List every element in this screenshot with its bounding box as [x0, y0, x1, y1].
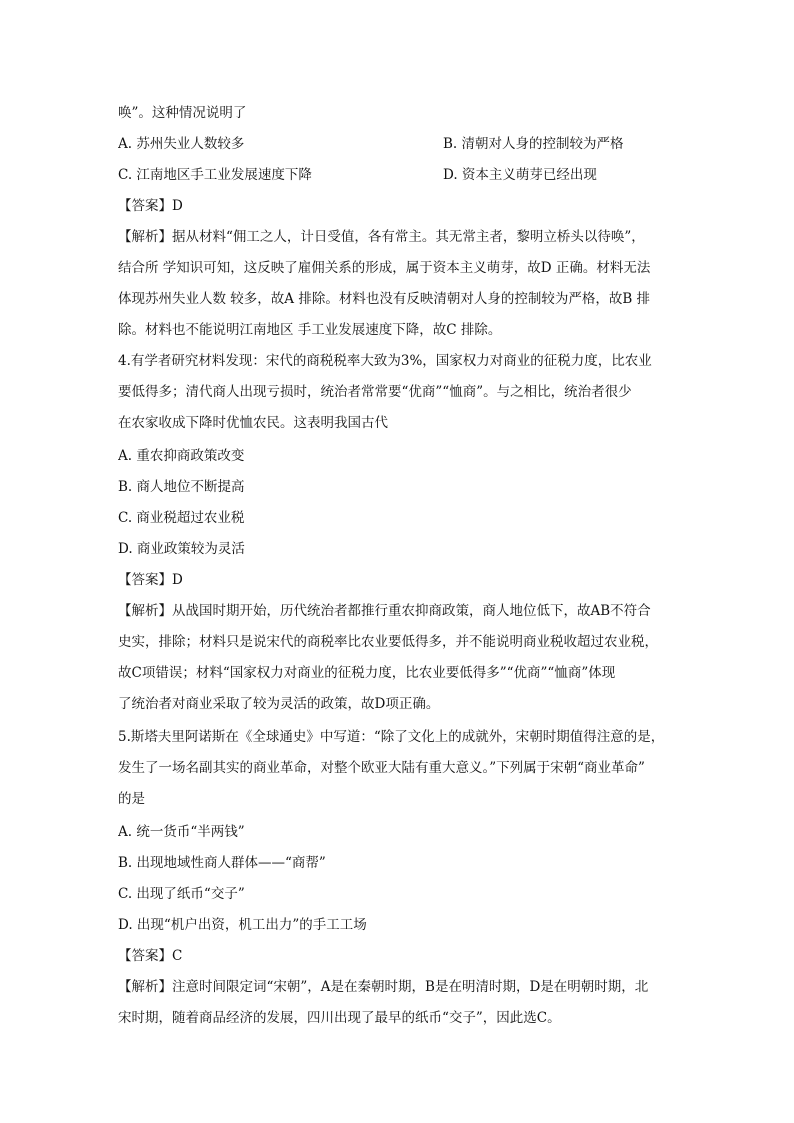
q3-stem-tail: 唤”。这种情况说明了: [118, 105, 247, 121]
q4-stem-line: 要低得多；清代商人出现亏损时，统治者常常要“优商”“恤商”。与之相比，统治者很少: [118, 384, 632, 400]
q4-stem-line: 4.有学者研究材料发现：宋代的商税税率大致为3%，国家权力对商业的征税力度，比农业: [118, 353, 652, 369]
q5-option-a: A. 统一货币“半两钱”: [118, 824, 245, 840]
q4-analysis-line: 故C项错误；材料“国家权力对商业的征税力度，比农业要低得多”“优商”“恤商”体现: [118, 665, 616, 681]
q4-analysis-line: 了统治者对商业采取了较为灵活的政策，故D项正确。: [118, 696, 440, 712]
q3-option-c: C. 江南地区手工业发展速度下降: [118, 167, 312, 183]
q5-analysis-line: 【解析】注意时间限定词“宋朝”，A是在秦朝时期，B是在明清时期，D是在明朝时期，北: [118, 979, 649, 995]
q4-option-a: A. 重农抑商政策改变: [118, 448, 245, 464]
q4-option-b: B. 商人地位不断提高: [118, 479, 245, 495]
q5-stem-line: 5.斯塔夫里阿诺斯在《全球通史》中写道：“除了文化上的成就外，宋朝时期值得注意的是，: [118, 729, 665, 745]
q5-analysis-line: 宋时期，随着商品经济的发展，四川出现了最早的纸币“交子”，因此选C。: [118, 1010, 561, 1026]
q3-analysis-line: 体现苏州失业人数 较多，故A 排除。材料也没有反映清朝对人身的控制较为严格，故B 排: [118, 291, 651, 307]
q5-stem-line: 的是: [118, 791, 145, 807]
q4-option-d: D. 商业政策较为灵活: [118, 541, 245, 557]
q5-option-c: C. 出现了纸币“交子”: [118, 886, 245, 902]
q4-answer: 【答案】D: [118, 572, 183, 588]
q5-answer: 【答案】C: [118, 948, 183, 964]
q3-analysis-line: 【解析】据从材料“佣工之人，计日受值，各有常主。其无常主者，黎明立桥头以待唤”，: [118, 229, 645, 245]
q3-analysis-line: 结合所 学知识可知，这反映了雇佣关系的形成，属于资本主义萌芽，故D 正确。材料无法: [118, 260, 651, 276]
q3-option-a: A. 苏州失业人数较多: [118, 136, 245, 152]
q4-analysis-line: 史实，排除；材料只是说宋代的商税率比农业要低得多，并不能说明商业税收超过农业税，: [118, 634, 658, 650]
q3-analysis-line: 除。材料也不能说明江南地区 手工业发展速度下降，故C 排除。: [118, 322, 502, 338]
q4-stem-line: 在农家收成下降时优恤农民。这表明我国古代: [118, 415, 388, 431]
q4-option-c: C. 商业税超过农业税: [118, 510, 245, 526]
q4-analysis-line: 【解析】从战国时期开始，历代统治者都推行重农抑商政策，商人地位低下，故AB不符合: [118, 603, 651, 619]
q5-option-b: B. 出现地域性商人群体——“商帮”: [118, 855, 326, 871]
q3-answer: 【答案】D: [118, 198, 183, 214]
q3-option-b: B. 清朝对人身的控制较为严格: [443, 136, 624, 152]
q3-option-d: D. 资本主义萌芽已经出现: [443, 167, 597, 183]
q5-stem-line: 发生了一场名副其实的商业革命，对整个欧亚大陆有重大意义。”下列属于宋朝“商业革命”: [118, 760, 645, 776]
q5-option-d: D. 出现“机户出资，机工出力”的手工工场: [118, 917, 367, 933]
